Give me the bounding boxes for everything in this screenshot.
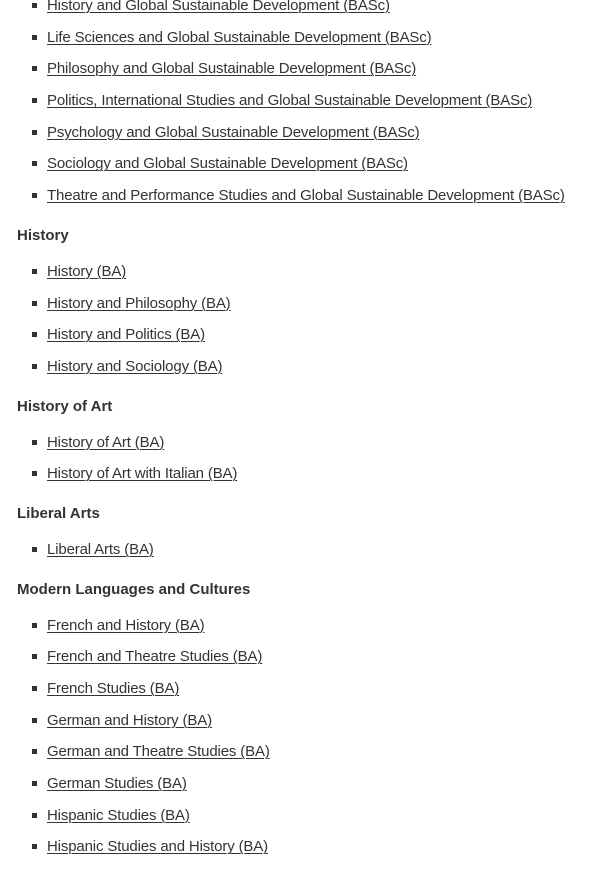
list-item — [0, 806, 602, 838]
list-item — [0, 679, 602, 711]
bullet-icon — [32, 301, 37, 306]
bullet-icon — [32, 718, 37, 723]
bullet-icon — [32, 654, 37, 659]
course-link[interactable]: History and Sociology (BA) — [47, 357, 223, 375]
bullet-icon — [32, 98, 37, 103]
course-list-liberal-arts — [0, 540, 602, 572]
list-item — [0, 464, 602, 496]
course-link[interactable]: Life Sciences and Global Sustainable Development (BASc) — [47, 28, 432, 46]
course-link[interactable]: French and Theatre Studies (BA) — [47, 648, 263, 666]
list-item — [0, 0, 602, 28]
bullet-icon — [32, 749, 37, 754]
list-item — [0, 540, 602, 572]
list-item — [0, 433, 602, 465]
course-link[interactable]: French and History (BA) — [47, 616, 205, 634]
bullet-icon — [32, 130, 37, 135]
bullet-icon — [32, 364, 37, 369]
course-link[interactable]: Liberal Arts (BA) — [47, 540, 154, 558]
list-item — [0, 154, 602, 186]
section-heading-history-of-art: History of Art — [17, 397, 113, 415]
list-item — [0, 28, 602, 60]
course-link[interactable]: History and Philosophy (BA) — [47, 294, 231, 312]
course-link[interactable]: Philosophy and Global Sustainable Development (BASc) — [47, 60, 417, 78]
list-item — [0, 294, 602, 326]
course-link[interactable]: Theatre and Performance Studies and Global Sustainable Development (BASc) — [47, 187, 565, 205]
bullet-icon — [32, 332, 37, 337]
list-item — [0, 711, 602, 743]
course-list-history-of-art — [0, 433, 602, 496]
bullet-icon — [32, 35, 37, 40]
course-list-modern-languages — [0, 616, 602, 869]
course-link[interactable]: Politics, International Studies and Global Sustainable Development (BASc) — [47, 92, 533, 110]
course-link[interactable]: Sociology and Global Sustainable Development (BASc) — [47, 155, 408, 173]
course-link[interactable]: History of Art with Italian (BA) — [47, 465, 238, 483]
list-item — [0, 774, 602, 806]
section-heading-history: History — [17, 226, 69, 244]
bullet-icon — [32, 3, 37, 8]
course-link[interactable]: History of Art (BA) — [47, 433, 165, 451]
bullet-icon — [32, 193, 37, 198]
list-item — [0, 837, 602, 869]
bullet-icon — [32, 686, 37, 691]
course-list-history — [0, 262, 602, 389]
section-heading-liberal-arts: Liberal Arts — [17, 504, 100, 522]
list-item — [0, 357, 602, 389]
course-link[interactable]: Psychology and Global Sustainable Development (BASc) — [47, 123, 420, 141]
section-heading-modern-languages-and-cultures: Modern Languages and Cultures — [17, 580, 251, 598]
bullet-icon — [32, 471, 37, 476]
course-link[interactable]: German and History (BA) — [47, 711, 212, 729]
list-item — [0, 123, 602, 155]
list-item — [0, 59, 602, 91]
bullet-icon — [32, 844, 37, 849]
bullet-icon — [32, 813, 37, 818]
list-item — [0, 647, 602, 679]
bullet-icon — [32, 161, 37, 166]
list-item — [0, 616, 602, 648]
course-link[interactable]: Hispanic Studies and History (BA) — [47, 838, 268, 856]
bullet-icon — [32, 440, 37, 445]
list-item — [0, 91, 602, 123]
list-item — [0, 186, 602, 218]
course-link[interactable]: German Studies (BA) — [47, 775, 187, 793]
bullet-icon — [32, 623, 37, 628]
bullet-icon — [32, 269, 37, 274]
list-item — [0, 262, 602, 294]
course-link[interactable]: Hispanic Studies (BA) — [47, 806, 190, 824]
bullet-icon — [32, 781, 37, 786]
course-link[interactable]: History and Global Sustainable Development (BASc) — [47, 0, 390, 14]
course-link[interactable]: History (BA) — [47, 262, 127, 280]
course-link[interactable]: French Studies (BA) — [47, 680, 180, 697]
bullet-icon — [32, 66, 37, 71]
course-link[interactable]: German and Theatre Studies (BA) — [47, 743, 270, 761]
course-link[interactable]: History and Politics (BA) — [47, 326, 205, 344]
bullet-icon — [32, 547, 37, 552]
list-item — [0, 325, 602, 357]
course-list-global-sustainable-development — [0, 0, 602, 218]
list-item — [0, 742, 602, 774]
